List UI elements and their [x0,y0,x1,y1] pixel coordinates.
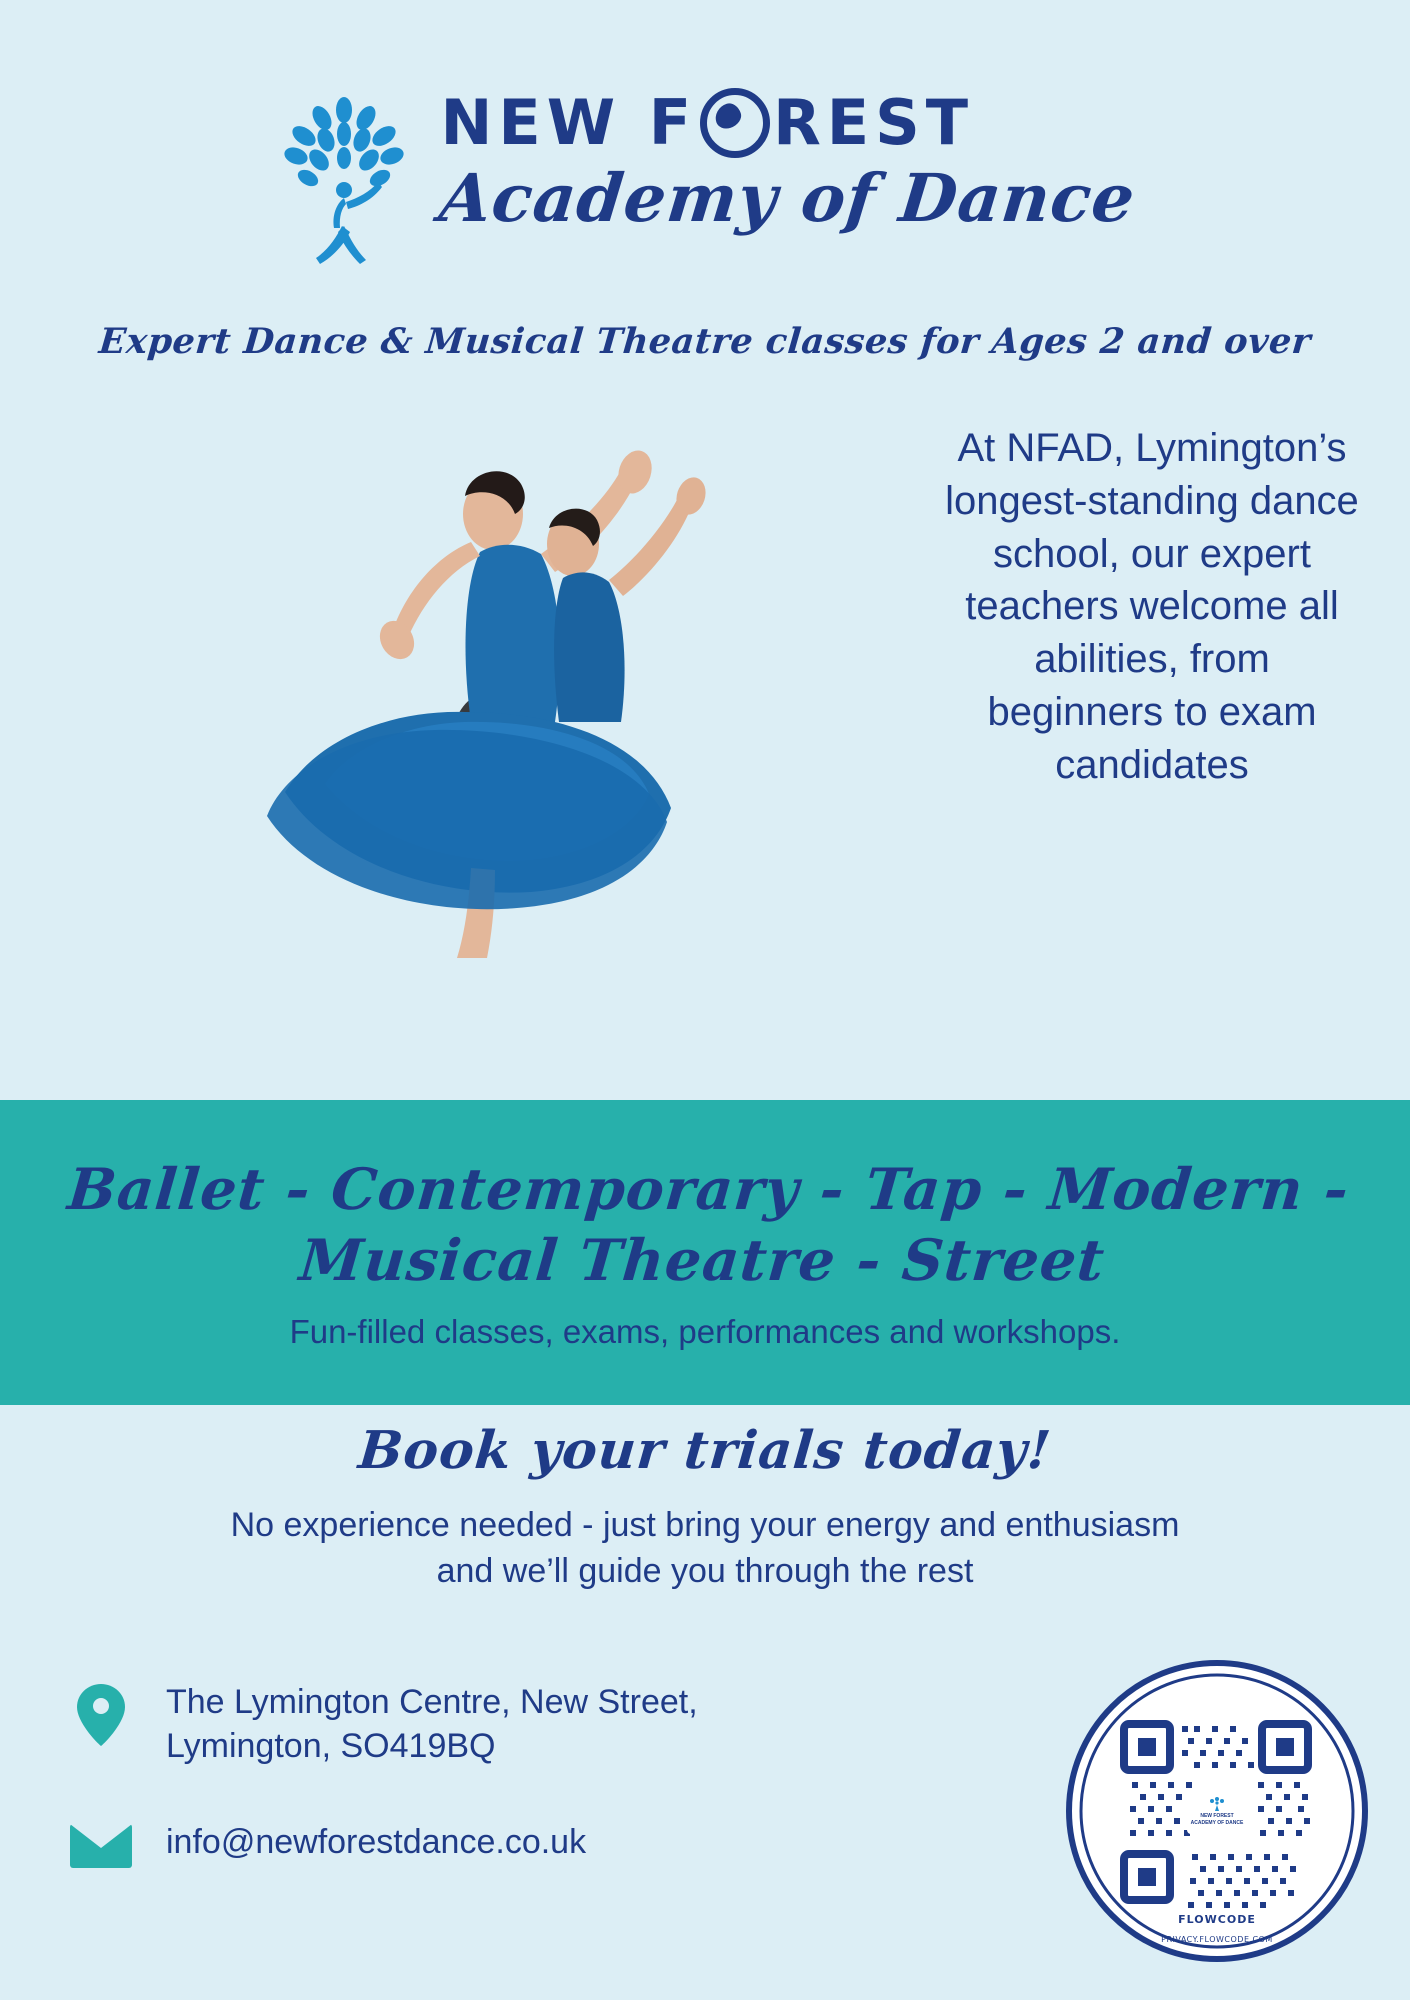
address-line-1: The Lymington Centre, New Street, [166,1683,698,1721]
brand-line-1-part-2: REST [773,86,975,160]
dancers-photo [135,392,825,962]
address-line-2: Lymington, SO419BQ [166,1727,496,1766]
qr-center-line-2: ACADEMY OF DANCE [1190,1820,1244,1826]
qr-center-line-1: NEW FOREST [1200,1813,1234,1819]
envelope-icon [70,1820,132,1868]
disciplines-title-line-1: Ballet - Contemporary - Tap - Modern - [64,1156,1352,1224]
booking-subtitle-line-1: No experience needed - just bring your energy and enthusiasm [230,1506,1180,1544]
disciplines-subtitle: Fun-filled classes, exams, performances and workshops. [289,1312,1121,1350]
email-text[interactable]: info@newforestdance.co.uk [166,1823,587,1862]
disciplines-band [0,1100,1410,1405]
brand-line-2: Academy of Dance [436,159,1140,237]
booking-title: Book your trials today! [356,1420,1054,1481]
address-text [166,1680,698,1768]
email-row[interactable] [70,1820,920,1868]
hero-section [0,392,1410,922]
booking-subtitle [0,1503,1410,1595]
leaf-o-icon [700,88,770,158]
disciplines-title [58,1154,1351,1297]
disciplines-title-line-2: Musical Theatre - Street [296,1227,1108,1295]
qr-code[interactable] [1066,1660,1368,1962]
qr-brand-label: FLOWCODE [1178,1913,1256,1926]
brand-line-1-part-1: NEW F [440,86,698,160]
qr-url-label: PRIVACY.FLOWCODE.COM [1161,1935,1273,1944]
booking-section [0,1420,1410,1595]
intro-blurb: At NFAD, Lymington’s longest-standing dance school, our expert teachers welcome all abilities, from beginners to exam candidates [945,426,1359,787]
tree-dancer-logo-icon [274,94,414,269]
poster-header [0,0,1410,263]
brand-line-1 [440,88,974,158]
booking-subtitle-line-2: and we’ll guide you through the rest [436,1551,974,1590]
contact-block [70,1680,920,1920]
address-row [70,1680,920,1768]
brand-text [436,86,1140,237]
map-pin-icon [70,1680,132,1746]
qr-center-logo [1187,1788,1247,1834]
tagline: Expert Dance & Musical Theatre classes for Ages 2 and over [97,321,1313,362]
